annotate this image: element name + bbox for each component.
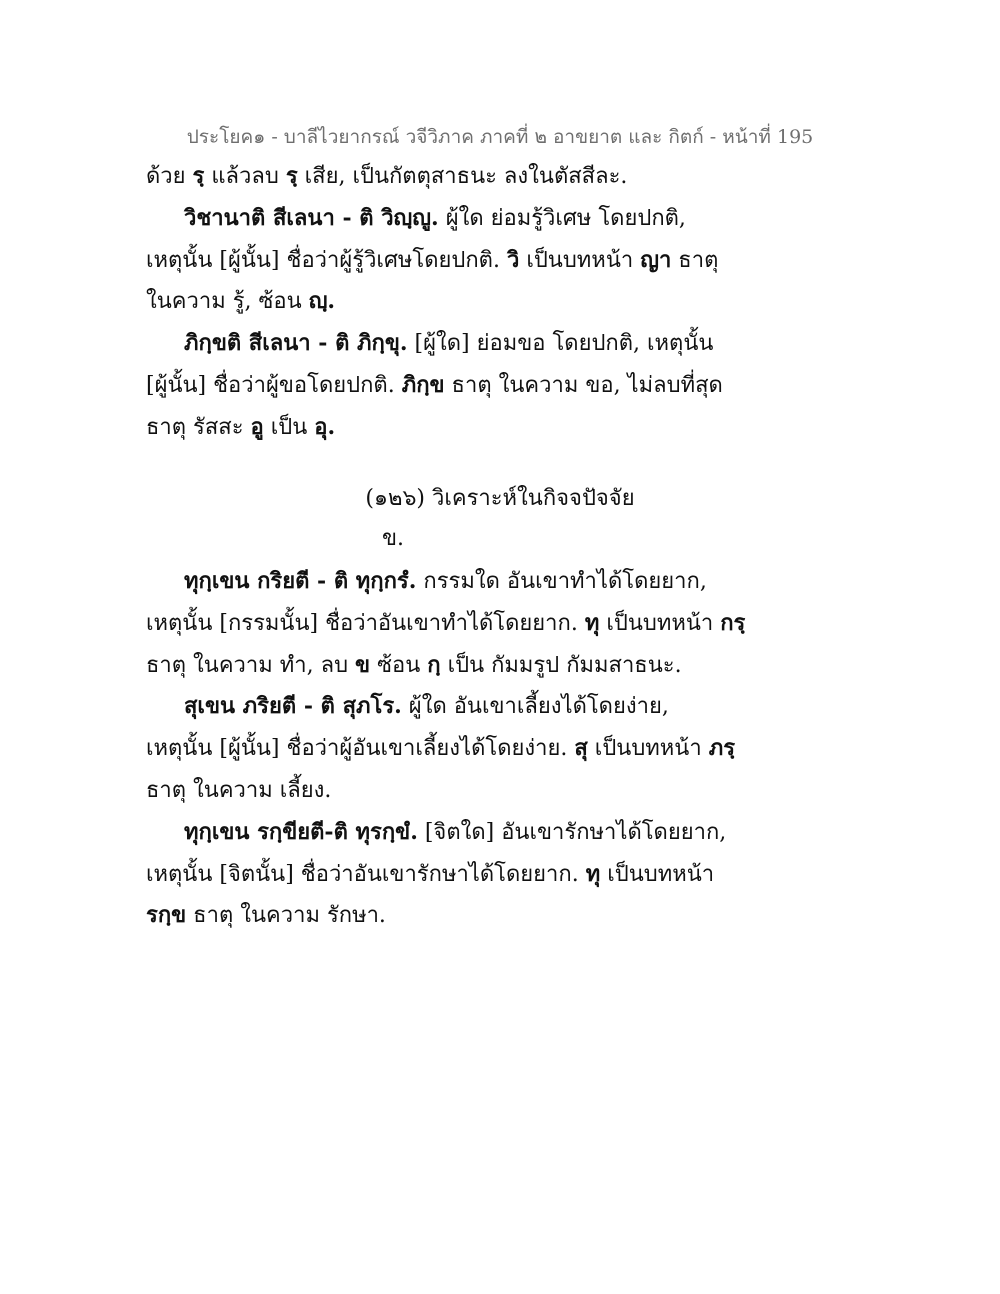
text-run: เป็นบทหน้า — [600, 861, 715, 887]
text-line — [146, 603, 866, 645]
text-run: แล้วลบ — [204, 164, 286, 189]
text-run: [ผู้ใด] ย่อมขอ โดยปกติ, เหตุนั้น — [407, 331, 714, 357]
bold-term: ทุกฺเขน รกฺขียตี-ติ ทุรกฺขํ. — [184, 818, 418, 845]
text-run: ในความ รู้, ซ้อน — [146, 289, 309, 315]
text-run: ธาตุ ในความ ทำ, ลบ — [146, 652, 356, 678]
text-run: เหตุนั้น [ผู้นั้น] ชื่อว่าผู้อันเขาเลี้ยงได้โดยง่าย. — [146, 736, 575, 762]
text-line — [146, 812, 866, 854]
bold-term: ญฺ. — [308, 288, 336, 315]
bold-term: สุ — [574, 735, 588, 762]
text-run: กรรมใด อันเขาทำได้โดยยาก, — [416, 569, 707, 594]
text-line — [146, 645, 866, 687]
bold-term: รกฺข — [146, 902, 187, 929]
text-line — [146, 281, 866, 323]
text-line — [146, 854, 866, 896]
text-run: เป็น กัมมรูป กัมมสาธนะ. — [440, 652, 682, 678]
page-header: ประโยค๑ - บาลีไวยากรณ์ วจีวิภาค ภาคที่ ๒ อาขยาต และ กิตก์ - หน้าที่ 195 — [186, 126, 814, 148]
text-run: เป็นบทหน้า — [599, 610, 721, 636]
text-run: เสีย, เป็นกัตตุสาธนะ ลงในตัสสีละ. — [297, 164, 628, 189]
text-run: ธาตุ ในความ ขอ, ไม่ลบที่สุด — [444, 372, 723, 398]
bold-term: รฺ — [285, 163, 298, 189]
text-run: ธาตุ รัสสะ — [146, 414, 251, 440]
section-sub-heading: ข. — [381, 526, 405, 551]
text-line — [146, 198, 866, 240]
bold-term: ทุ — [584, 609, 600, 636]
bold-term: ภรฺ — [708, 735, 736, 762]
text-run: ซ้อน — [370, 652, 428, 678]
section-heading: (๑๒๖) วิเคราะห์ในกิจจปัจจัย — [365, 486, 635, 511]
text-line — [146, 686, 866, 728]
bold-term: อุ. — [314, 413, 336, 440]
bold-term: รฺ — [192, 163, 205, 189]
text-line — [146, 323, 866, 365]
bold-term: กรฺ — [720, 609, 746, 636]
bold-term: วิชานาติ สีเลนา - ติ วิญฺญู. — [184, 204, 439, 231]
text-run: [จิตใด] อันเขารักษาได้โดยยาก, — [417, 819, 727, 845]
bold-term: ทุ — [585, 860, 601, 887]
text-line — [146, 561, 866, 603]
text-line — [146, 728, 866, 770]
text-line — [146, 407, 866, 449]
text-run: ด้วย — [146, 164, 193, 189]
text-run: เป็นบทหน้า — [519, 247, 641, 273]
section-b-text — [146, 561, 866, 937]
bold-term: ภิกฺข — [401, 371, 445, 398]
text-run: [ผู้นั้น] ชื่อว่าผู้ขอโดยปกติ. — [146, 372, 402, 398]
bold-term: ญา — [640, 246, 672, 273]
text-run: เหตุนั้น [ผู้นั้น] ชื่อว่าผู้รู้วิเศษโดยปกติ. — [146, 247, 507, 273]
text-line — [146, 240, 866, 282]
text-line — [146, 895, 866, 937]
bold-term: ภิกฺขติ สีเลนา - ติ ภิกฺขุ. — [184, 330, 408, 357]
bold-term: วิ — [506, 246, 520, 273]
text-line — [146, 365, 866, 407]
text-run: เหตุนั้น [จิตนั้น] ชื่อว่าอันเขารักษาได้โดยยาก. — [146, 861, 586, 887]
bold-term: กฺ — [427, 651, 441, 678]
bold-term: ข — [355, 651, 371, 678]
text-run: ธาตุ ในความ รักษา. — [186, 903, 386, 929]
bold-term: สุเขน ภริยตี - ติ สุภโร. — [184, 693, 402, 720]
text-line — [146, 156, 866, 198]
text-run: ผู้ใด อันเขาเลี้ยงได้โดยง่าย, — [401, 694, 669, 720]
text-line — [146, 770, 866, 812]
text-run: ธาตุ ในความ เลี้ยง. — [146, 777, 332, 803]
text-run: ธาตุ — [671, 247, 719, 273]
text-run: เหตุนั้น [กรรมนั้น] ชื่อว่าอันเขาทำได้โดยยาก. — [146, 610, 585, 636]
text-run: เป็น — [263, 414, 315, 440]
section-a-text — [146, 156, 866, 449]
text-run: เป็นบทหน้า — [587, 736, 709, 762]
bold-term: อู — [250, 413, 264, 440]
bold-term: ทุกฺเขน กริยตี - ติ ทุกฺกรํ. — [184, 568, 417, 594]
text-run: ผู้ใด ย่อมรู้วิเศษ โดยปกติ, — [438, 205, 686, 231]
